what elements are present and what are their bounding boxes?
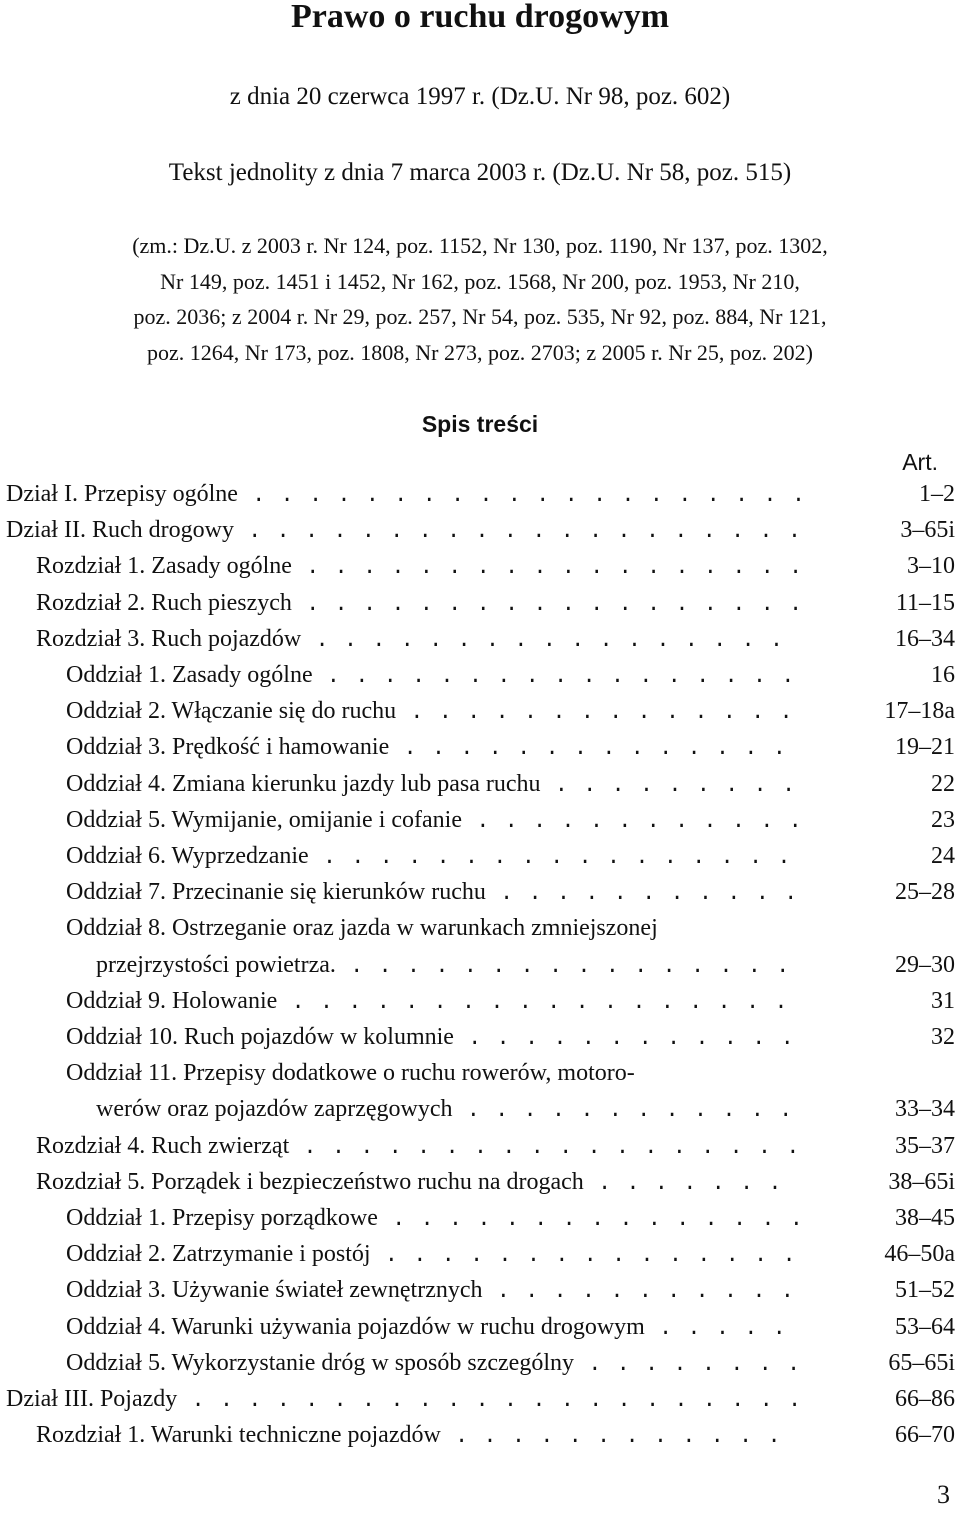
toc-entry-article-range: 3–10 xyxy=(907,553,955,580)
toc-entry-label: Rozdział 1. Warunki techniczne pojazdów . . . xyxy=(36,1417,800,1453)
toc-entry-label: Oddział 3. Używanie świateł zewnętrznych . . . xyxy=(66,1272,800,1308)
toc-entry-label: Oddział 1. Przepisy porządkowe . . . xyxy=(66,1200,800,1236)
toc-entry[interactable] xyxy=(0,1128,960,1164)
toc-entry-article-range: 53–64 xyxy=(895,1313,955,1340)
toc-entry[interactable] xyxy=(0,1200,960,1236)
act-date-reference: z dnia 20 czerwca 1997 r. (Dz.U. Nr 98, poz. 602) xyxy=(229,83,731,110)
toc-entry-article-range: 38–45 xyxy=(895,1205,955,1231)
toc-entry[interactable] xyxy=(0,585,960,621)
toc-entry[interactable] xyxy=(0,947,960,983)
toc-entry-article-range: 25–28 xyxy=(895,879,955,906)
toc-entry[interactable] xyxy=(0,1309,960,1345)
toc-entry-label: Rozdział 4. Ruch zwierząt . . . xyxy=(36,1128,800,1164)
toc-entry-label: Rozdział 2. Ruch pieszych . . . xyxy=(36,585,800,621)
page-number: 3 xyxy=(937,1480,950,1509)
toc-entry-label: Oddział 10. Ruch pojazdów w kolumnie . . . xyxy=(66,1019,800,1055)
toc-entry[interactable] xyxy=(0,1345,960,1381)
toc-entry-article-range: 19–21 xyxy=(895,734,955,761)
amendments-line: Nr 149, poz. 1451 i 1452, Nr 162, poz. 1568, Nr 200, poz. 1953, Nr 210, xyxy=(160,268,800,294)
toc-entry-article-range: 24 xyxy=(931,843,955,869)
toc-entry-label: Dział I. Przepisy ogólne . . . xyxy=(6,476,800,512)
toc-entry-label: Oddział 11. Przepisy dodatkowe o ruchu rowerów, motoro- xyxy=(66,1060,635,1087)
toc-entry-article-range: 29–30 xyxy=(895,951,955,978)
toc-entry[interactable] xyxy=(0,1381,960,1417)
toc-entry[interactable] xyxy=(0,1236,960,1272)
toc-entry[interactable] xyxy=(0,1272,960,1308)
toc-entry[interactable] xyxy=(0,766,960,802)
document-title: Prawo o ruchu drogowym xyxy=(290,0,670,35)
toc-entry-label: Rozdział 5. Porządek i bezpieczeństwo ruchu na drogach . . . xyxy=(36,1164,800,1200)
toc-entry-label: Oddział 5. Wykorzystanie dróg w sposób szczególny . . . xyxy=(66,1345,800,1381)
toc-entry[interactable] xyxy=(0,1417,960,1453)
toc-entry[interactable] xyxy=(0,621,960,657)
toc-entry-article-range: 46–50a xyxy=(884,1241,955,1268)
amendments-line: poz. 2036; z 2004 r. Nr 29, poz. 257, Nr 54, poz. 535, Nr 92, poz. 884, Nr 121, xyxy=(133,304,827,330)
toc-entry-article-range: 1–2 xyxy=(919,481,955,507)
toc-entry[interactable] xyxy=(0,838,960,874)
toc-entry[interactable] xyxy=(0,983,960,1019)
toc-entry[interactable] xyxy=(0,657,960,693)
toc-entry[interactable] xyxy=(0,729,960,765)
toc-entry-article-range: 31 xyxy=(931,987,955,1014)
toc-entry-article-range: 22 xyxy=(931,770,955,797)
amendments-line: (zm.: Dz.U. z 2003 r. Nr 124, poz. 1152, Nr 130, poz. 1190, Nr 137, poz. 1302, xyxy=(132,233,828,258)
toc-entry[interactable] xyxy=(0,512,960,548)
toc-entry[interactable] xyxy=(0,874,960,910)
toc-entry-continued xyxy=(0,910,960,946)
toc-entry-article-range: 16–34 xyxy=(895,625,955,652)
toc-entry[interactable] xyxy=(0,1091,960,1127)
toc-entry-continued xyxy=(0,1055,960,1091)
toc-entry-article-range: 23 xyxy=(931,806,955,833)
toc-entry-label: Oddział 9. Holowanie . . . xyxy=(66,983,800,1019)
toc-entry-article-range: 16 xyxy=(931,662,955,688)
toc-entry-article-range: 11–15 xyxy=(895,589,955,616)
toc-entry-label: Rozdział 3. Ruch pojazdów . . . xyxy=(36,621,800,657)
consolidated-text-reference: Tekst jednolity z dnia 7 marca 2003 r. (Dz.U. Nr 58, poz. 515) xyxy=(168,159,792,186)
toc-entry-article-range: 66–86 xyxy=(895,1386,955,1412)
toc-entry-label: Oddział 3. Prędkość i hamowanie . . . xyxy=(66,729,800,765)
toc-entry-label: werów oraz pojazdów zaprzęgowych . . . xyxy=(96,1091,800,1127)
toc-entry-label: Oddział 7. Przecinanie się kierunków ruchu . . . xyxy=(66,874,800,910)
toc-entry-label: Dział II. Ruch drogowy . . . xyxy=(6,512,800,548)
toc-entry-label: Rozdział 1. Zasady ogólne . . . xyxy=(36,548,800,584)
toc-entry-label: Oddział 4. Warunki używania pojazdów w ruchu drogowym . . . xyxy=(66,1309,800,1345)
toc-entry-label: Oddział 2. Zatrzymanie i postój . . . xyxy=(66,1236,800,1272)
toc-entry-article-range: 38–65i xyxy=(888,1168,955,1195)
toc-entry-label: Oddział 8. Ostrzeganie oraz jazda w warunkach zmniejszonej xyxy=(66,915,658,942)
toc-entry-label: Oddział 1. Zasady ogólne . . . xyxy=(66,657,800,693)
toc-entry-label: Oddział 5. Wymijanie, omijanie i cofanie . . . xyxy=(66,802,800,838)
toc-entry-article-range: 3–65i xyxy=(900,517,955,544)
toc-entry[interactable] xyxy=(0,476,960,512)
toc-entry-label: przejrzystości powietrza. . . . xyxy=(96,947,800,983)
toc-entry[interactable] xyxy=(0,1019,960,1055)
toc-heading: Spis treści xyxy=(421,411,539,437)
toc-entry[interactable] xyxy=(0,548,960,584)
toc-entry[interactable] xyxy=(0,1164,960,1200)
toc-entry-article-range: 17–18a xyxy=(884,698,955,725)
toc-entry-label: Oddział 6. Wyprzedzanie . . . xyxy=(66,838,800,874)
toc-entry-label: Dział III. Pojazdy . . . xyxy=(6,1381,800,1417)
toc-entry-article-range: 65–65i xyxy=(888,1349,955,1376)
toc-entry-label: Oddział 2. Włączanie się do ruchu . . . xyxy=(66,693,800,729)
toc-entry-article-range: 66–70 xyxy=(895,1422,955,1449)
amendments-line: poz. 1264, Nr 173, poz. 1808, Nr 273, poz. 2703; z 2005 r. Nr 25, poz. 202) xyxy=(146,340,813,366)
toc-entry-article-range: 33–34 xyxy=(895,1096,955,1123)
toc-article-column-label: Art. xyxy=(902,449,938,475)
toc-entry[interactable] xyxy=(0,693,960,729)
amendments-note xyxy=(28,228,932,371)
toc-entry-article-range: 35–37 xyxy=(895,1132,955,1159)
toc-entry-label: Oddział 4. Zmiana kierunku jazdy lub pasa ruchu . . . xyxy=(66,766,800,802)
toc-entry-article-range: 51–52 xyxy=(895,1277,955,1304)
toc-entry[interactable] xyxy=(0,802,960,838)
toc-entry-article-range: 32 xyxy=(931,1024,955,1050)
